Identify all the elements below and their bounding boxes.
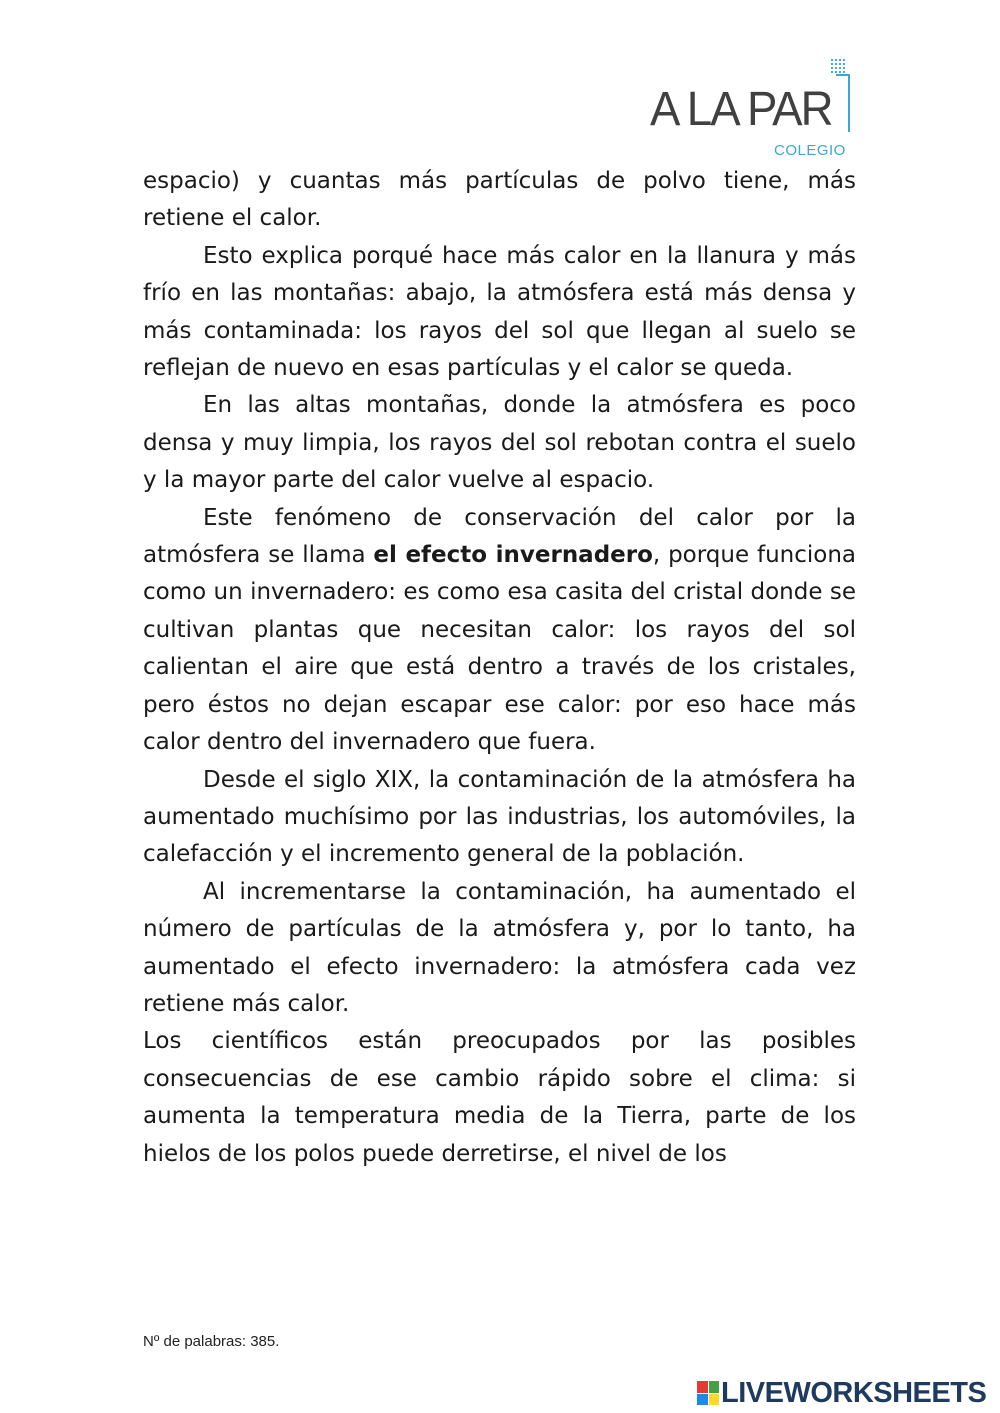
liveworksheets-badge-icon — [697, 1381, 719, 1405]
body-text — [143, 163, 856, 1173]
paragraph-text: , porque funciona como un invernadero: es como esa casita del cristal donde se cultivan plantas que necesitan calor: los rayos del sol calientan el aire que está dentro a través de los cristales, pero éstos no dejan escapar ese calor: por eso hace más calor dentro del invernadero que fuera. — [143, 542, 857, 756]
paragraph: Esto explica porqué hace más calor en la llanura y más frío en las montañas: abajo, la atmósfera está más densa y más contaminada: los rayos del sol que llegan al suelo se reflejan de nuevo en esas partículas y el calor se queda. — [143, 242, 856, 382]
logo-bracket-icon — [836, 74, 850, 132]
logo-wordmark: A LA PAR — [650, 83, 832, 136]
paragraph — [143, 500, 856, 762]
logo-dots-icon — [830, 58, 846, 74]
key-term: el efecto invernadero — [373, 542, 653, 569]
paragraph: Al incrementarse la contaminación, ha aumentado el número de partículas de la atmósfera y, por lo tanto, ha aumentado el efecto invernadero: la atmósfera cada vez retiene más calor. — [143, 878, 856, 1017]
paragraph: Desde el siglo XIX, la contaminación de la atmósfera ha aumentado muchísimo por las industrias, los automóviles, la calefacción y el incremento general de la población. — [143, 766, 856, 868]
logo-subtitle: COLEGIO — [774, 142, 846, 159]
paragraph-text: Este fenómeno de conservación del calor por la atmósfera se llama — [143, 504, 856, 569]
liveworksheets-watermark — [697, 1378, 986, 1408]
watermark-text: LIVEWORKSHEETS — [721, 1376, 987, 1409]
word-count: Nº de palabras: 385. — [143, 1333, 280, 1350]
school-logo — [648, 58, 858, 163]
paragraph: En las altas montañas, donde la atmósfera es poco densa y muy limpia, los rayos del sol rebotan contra el suelo y la mayor parte del calor vuelve al espacio. — [143, 392, 856, 494]
paragraph: espacio) y cuantas más partículas de polvo tiene, más retiene el calor. — [143, 168, 856, 232]
paragraph: Los científicos están preocupados por las posibles consecuencias de ese cambio rápido sobre el clima: si aumenta la temperatura media de la Tierra, parte de los hielos de los polos puede derretirse, el nivel de los — [143, 1028, 856, 1167]
